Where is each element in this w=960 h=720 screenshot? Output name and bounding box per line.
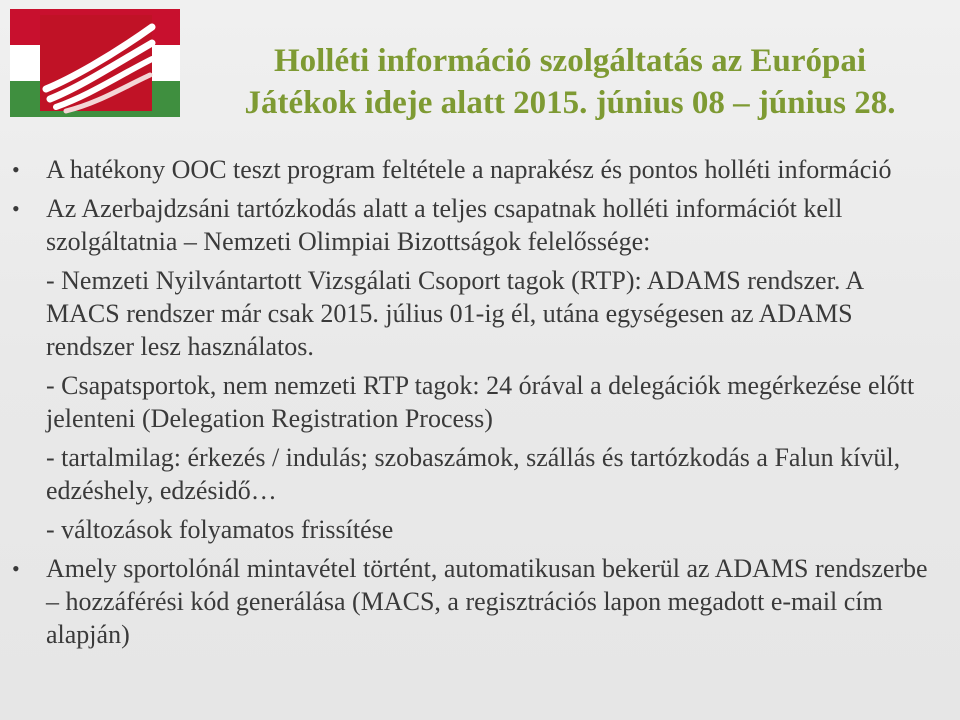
- slide-body: [0, 153, 960, 651]
- bullet-icon: •: [12, 196, 20, 221]
- bullet-item-2: [0, 192, 960, 546]
- title-line-1: Holléti információ szolgáltatás az Európai: [273, 43, 867, 79]
- bullet-icon: •: [12, 556, 20, 581]
- bullet-text: A hatékony OOC teszt program feltétele a naprakész és pontos holléti információ: [46, 155, 892, 184]
- sub-item-1: - Nemzeti Nyilvántartott Vizsgálati Csoport tagok (RTP): ADAMS rendszer. A MACS rendszer már csak 2015. július 01-ig él, utána egységesen az ADAMS rendszer lesz használatos.: [46, 266, 863, 361]
- sub-item-2: - Csapatsportok, nem nemzeti RTP tagok: 24 órával a delegációk megérkezése előtt jelenteni (Delegation Registration Process): [46, 371, 915, 433]
- title-line-2: Játékok ideje alatt 2015. június 08 – június 28.: [244, 85, 896, 121]
- sub-item-3: - tartalmilag: érkezés / indulás; szobaszámok, szállás és tartózkodás a Falun kívül, edzéshely, edzésidő…: [46, 443, 901, 505]
- bullet-text: Amely sportolónál mintavétel történt, automatikusan bekerül az ADAMS rendszerbe – hozzáférési kód generálása (MACS, a regisztrációs lapon megadott e-mail cím alapján): [46, 554, 928, 649]
- bullet-item-3: [0, 552, 960, 651]
- bullet-item-1: [0, 153, 960, 186]
- bullet-text: Az Azerbajdzsáni tartózkodás alatt a teljes csapatnak holléti információt kell szolgáltatnia – Nemzeti Olimpiai Bizottságok felelőssége:: [46, 194, 843, 256]
- hungarian-flag-logo-icon: [10, 9, 180, 117]
- bullet-icon: •: [12, 157, 20, 182]
- slide-title: [190, 40, 950, 124]
- sub-item-4: - változások folyamatos frissítése: [46, 515, 394, 544]
